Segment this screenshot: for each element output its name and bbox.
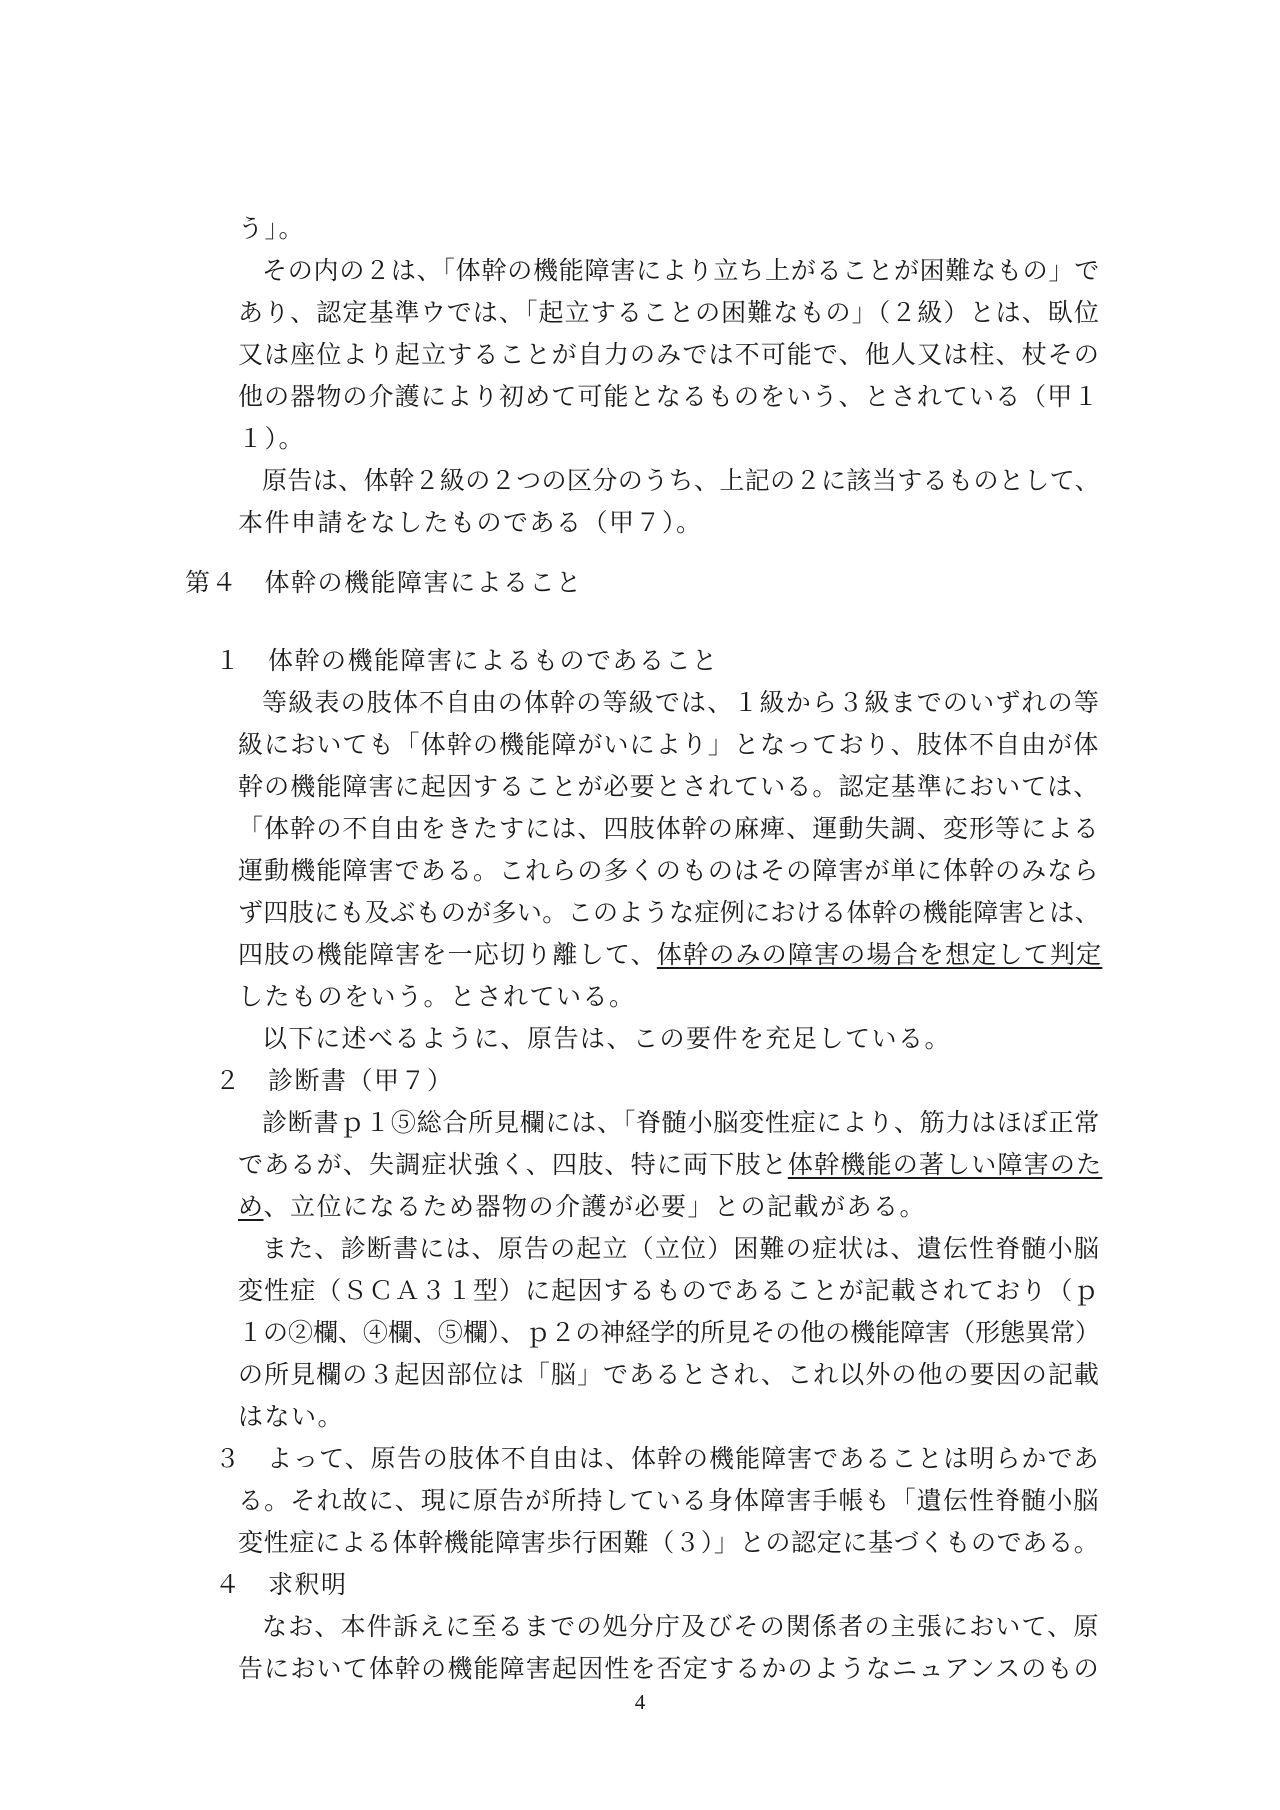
text-line (238, 938, 1102, 972)
text-line: したものをいう。とされている。 (238, 982, 636, 1011)
text-line: また、診断書には、原告の起立（立位）困難の症状は、遺伝性脊髄小脳 (262, 1234, 1101, 1263)
text-line: 以下に述べるように、原告は、この要件を充足している。 (262, 1024, 952, 1053)
text-line: る。それ故に、現に原告が所持している身体障害手帳も「遺伝性脊髄小脳 (238, 1486, 1100, 1515)
page-number: 4 (634, 1690, 646, 1714)
text-line: 幹の機能障害に起因することが必要とされている。認定基準においては、 (238, 772, 1100, 801)
subsection-heading: ４ 求釈明 (215, 1570, 348, 1599)
text-line: はない。 (238, 1402, 345, 1431)
text-line: 又は座位より起立することが自力のみでは不可能で、他人又は柱、杖その (238, 340, 1101, 369)
text-line: 変性症による体幹機能障害歩行困難（３）」との認定に基づくものである。 (238, 1528, 1100, 1557)
text-segment: 、立位になるため器物の介護が必要」との記載がある。 (263, 1192, 927, 1221)
text-line (238, 1148, 1102, 1182)
text-line: １の②欄、④欄、⑤欄）、ｐ２の神経学的所見その他の機能障害（形態異常） (238, 1318, 1101, 1347)
text-line: 原告は、体幹２級の２つの区分のうち、上記の２に該当するものとして、 (262, 466, 1101, 495)
text-line: 「体幹の不自由をきたすには、四肢体幹の麻痺、運動失調、変形等による (238, 814, 1100, 843)
text-line (238, 1190, 926, 1224)
text-line: 他の器物の介護により初めて可能となるものをいう、とされている（甲１ (238, 382, 1100, 411)
text-line: あり、認定基準ウでは、「起立することの困難なもの」（２級）とは、臥位 (238, 298, 1101, 327)
text-line: なお、本件訴えに至るまでの処分庁及びその関係者の主張において、原 (262, 1612, 1100, 1641)
text-line: 等級表の肢体不自由の体幹の等級では、１級から３級までのいずれの等 (262, 688, 1101, 717)
subsection-heading: １ 体幹の機能障害によるものであること (215, 646, 719, 675)
text-line: う」。 (238, 214, 306, 243)
text-line: の所見欄の３起因部位は「脳」であるとされ、これ以外の他の要因の記載 (238, 1360, 1101, 1389)
text-line: 告において体幹の機能障害起因性を否定するかのようなニュアンスのもの (238, 1654, 1100, 1683)
text-line: １）。 (238, 424, 306, 453)
underlined-text: め (238, 1192, 264, 1221)
text-segment: 四肢の機能障害を一応切り離して、 (238, 940, 657, 969)
text-line: 診断書ｐ１⑤総合所見欄には、「脊髄小脳変性症により、筋力はほぼ正常 (262, 1108, 1101, 1137)
text-segment: であるが、失調症状強く、四肢、特に両下肢と (238, 1150, 788, 1179)
underlined-text: 体幹機能の著しい障害のた (787, 1150, 1103, 1179)
text-line: 運動機能障害である。これらの多くのものはその障害が単に体幹のみなら (238, 856, 1100, 885)
subsection-heading: ３ よって、原告の肢体不自由は、体幹の機能障害であることは明らかであ (215, 1444, 1100, 1473)
text-line: 本件申請をなしたものである（甲７）。 (238, 508, 703, 537)
section-heading: 第４ 体幹の機能障害によること (185, 568, 583, 597)
text-line: その内の２は、「体幹の機能障害により立ち上がることが困難なもの」で (262, 256, 1101, 285)
text-line: 変性症（ＳＣＡ３１型）に起因するものであることが記載されており（ｐ (238, 1276, 1100, 1305)
text-line: ず四肢にも及ぶものが多い。このような症例における体幹の機能障害とは、 (238, 898, 1101, 927)
subsection-heading: ２ 診断書（甲７） (215, 1066, 454, 1095)
text-line: 級においても「体幹の機能障がいにより」となっており、肢体不自由が体 (238, 730, 1100, 759)
underlined-text: 体幹のみの障害の場合を想定して判定 (656, 940, 1103, 969)
